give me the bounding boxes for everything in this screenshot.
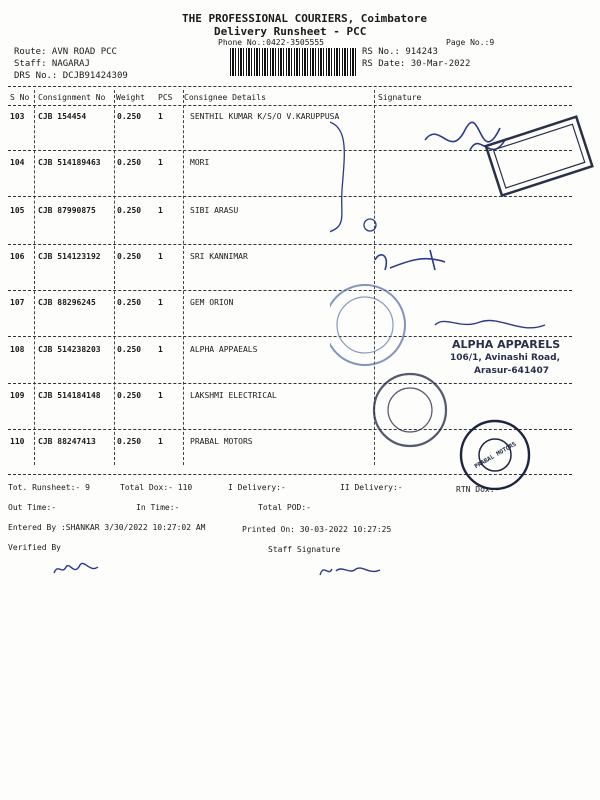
page-number: Page No.:9: [446, 38, 495, 47]
row-consignment: CJB 88296245: [38, 298, 96, 307]
row-consignment: CJB 514123192: [38, 252, 101, 261]
total-runsheet: Tot. Runsheet:- 9: [8, 483, 90, 492]
col-pcs: PCS: [158, 93, 173, 102]
header-top-rule: [8, 86, 572, 87]
col-sno: S No: [10, 93, 30, 102]
row-pcs: 1: [158, 252, 163, 261]
row-pcs: 1: [158, 158, 163, 167]
alpha-stamp-addr2: Arasur-641407: [474, 366, 549, 376]
row-sno: 103: [10, 112, 25, 121]
row-consignment: CJB 514238203: [38, 345, 101, 354]
route-label: Route: AVN ROAD PCC: [14, 47, 117, 57]
col-divider: [183, 90, 184, 465]
handwriting-overlay: [330, 110, 600, 490]
row-weight: 0.250: [117, 437, 142, 446]
row-pcs: 1: [158, 391, 163, 400]
verified-by: Verified By: [8, 543, 61, 552]
row-sno: 107: [10, 298, 25, 307]
col-divider: [34, 90, 35, 465]
footer-signatures: [50, 555, 410, 590]
row-sno: 106: [10, 252, 25, 261]
printed-on: Printed On: 30-03-2022 10:27:25: [242, 525, 392, 534]
row-pcs: 1: [158, 437, 163, 446]
rtn-dox: RTN Dox:-: [456, 485, 500, 494]
row-pcs: 1: [158, 345, 163, 354]
row-weight: 0.250: [117, 112, 142, 121]
row-consignee: MORI: [190, 158, 210, 167]
phone-number: Phone No.:0422-3505555: [218, 38, 324, 47]
row-consignee: SENTHIL KUMAR K/S/O V.KARUPPUSA: [190, 112, 340, 121]
i-delivery: I Delivery:-: [228, 483, 286, 492]
row-sno: 104: [10, 158, 25, 167]
row-pcs: 1: [158, 206, 163, 215]
col-consignment: Consignment No: [38, 93, 106, 102]
runsheet-title: Delivery Runsheet - PCC: [214, 25, 367, 38]
row-consignee: ALPHA APPAEALS: [190, 345, 258, 354]
drs-number: DRS No.: DCJB91424309: [14, 71, 128, 81]
out-time: Out Time:-: [8, 503, 57, 512]
row-weight: 0.250: [117, 158, 142, 167]
rs-number: RS No.: 914243: [362, 47, 438, 57]
row-consignee: SIBI ARASU: [190, 206, 239, 215]
row-weight: 0.250: [117, 298, 142, 307]
row-consignment: CJB 514189463: [38, 158, 101, 167]
row-consignee: LAKSHMI ELECTRICAL: [190, 391, 277, 400]
row-consignee: PRABAL MOTORS: [190, 437, 253, 446]
row-weight: 0.250: [117, 345, 142, 354]
row-pcs: 1: [158, 112, 163, 121]
row-sno: 109: [10, 391, 25, 400]
company-name: THE PROFESSIONAL COURIERS, Coimbatore: [182, 12, 428, 25]
col-signature: Signature: [378, 93, 422, 102]
row-sno: 110: [10, 437, 25, 446]
total-dox: Total Dox:- 110: [120, 483, 193, 492]
staff-label: Staff: NAGARAJ: [14, 59, 90, 69]
staff-signature-label: Staff Signature: [268, 545, 341, 554]
row-consignment: CJB 154454: [38, 112, 87, 121]
col-divider: [114, 90, 115, 465]
row-consignee: SRI KANNIMAR: [190, 252, 248, 261]
in-time: In Time:-: [136, 503, 180, 512]
row-weight: 0.250: [117, 391, 142, 400]
row-weight: 0.250: [117, 206, 142, 215]
ii-delivery: II Delivery:-: [340, 483, 403, 492]
row-consignment: CJB 88247413: [38, 437, 96, 446]
row-pcs: 1: [158, 298, 163, 307]
row-sno: 105: [10, 206, 25, 215]
row-consignment: CJB 87990875: [38, 206, 96, 215]
alpha-stamp-name: ALPHA APPARELS: [452, 338, 561, 351]
col-consignee: Consignee Details: [184, 93, 266, 102]
rs-date: RS Date: 30-Mar-2022: [362, 59, 471, 69]
row-weight: 0.250: [117, 252, 142, 261]
header-bottom-rule: [8, 105, 572, 106]
row-sno: 108: [10, 345, 25, 354]
barcode: [230, 48, 358, 76]
col-weight: Weight: [116, 93, 145, 102]
alpha-stamp-addr1: 106/1, Avinashi Road,: [450, 353, 560, 363]
prabal-stamp-text: PRABAL MOTORS: [473, 440, 518, 471]
entered-by: Entered By :SHANKAR 3/30/2022 10:27:02 AM: [8, 523, 206, 532]
row-consignment: CJB 514184148: [38, 391, 101, 400]
total-pod: Total POD:-: [258, 503, 311, 512]
row-consignee: GEM ORION: [190, 298, 234, 307]
